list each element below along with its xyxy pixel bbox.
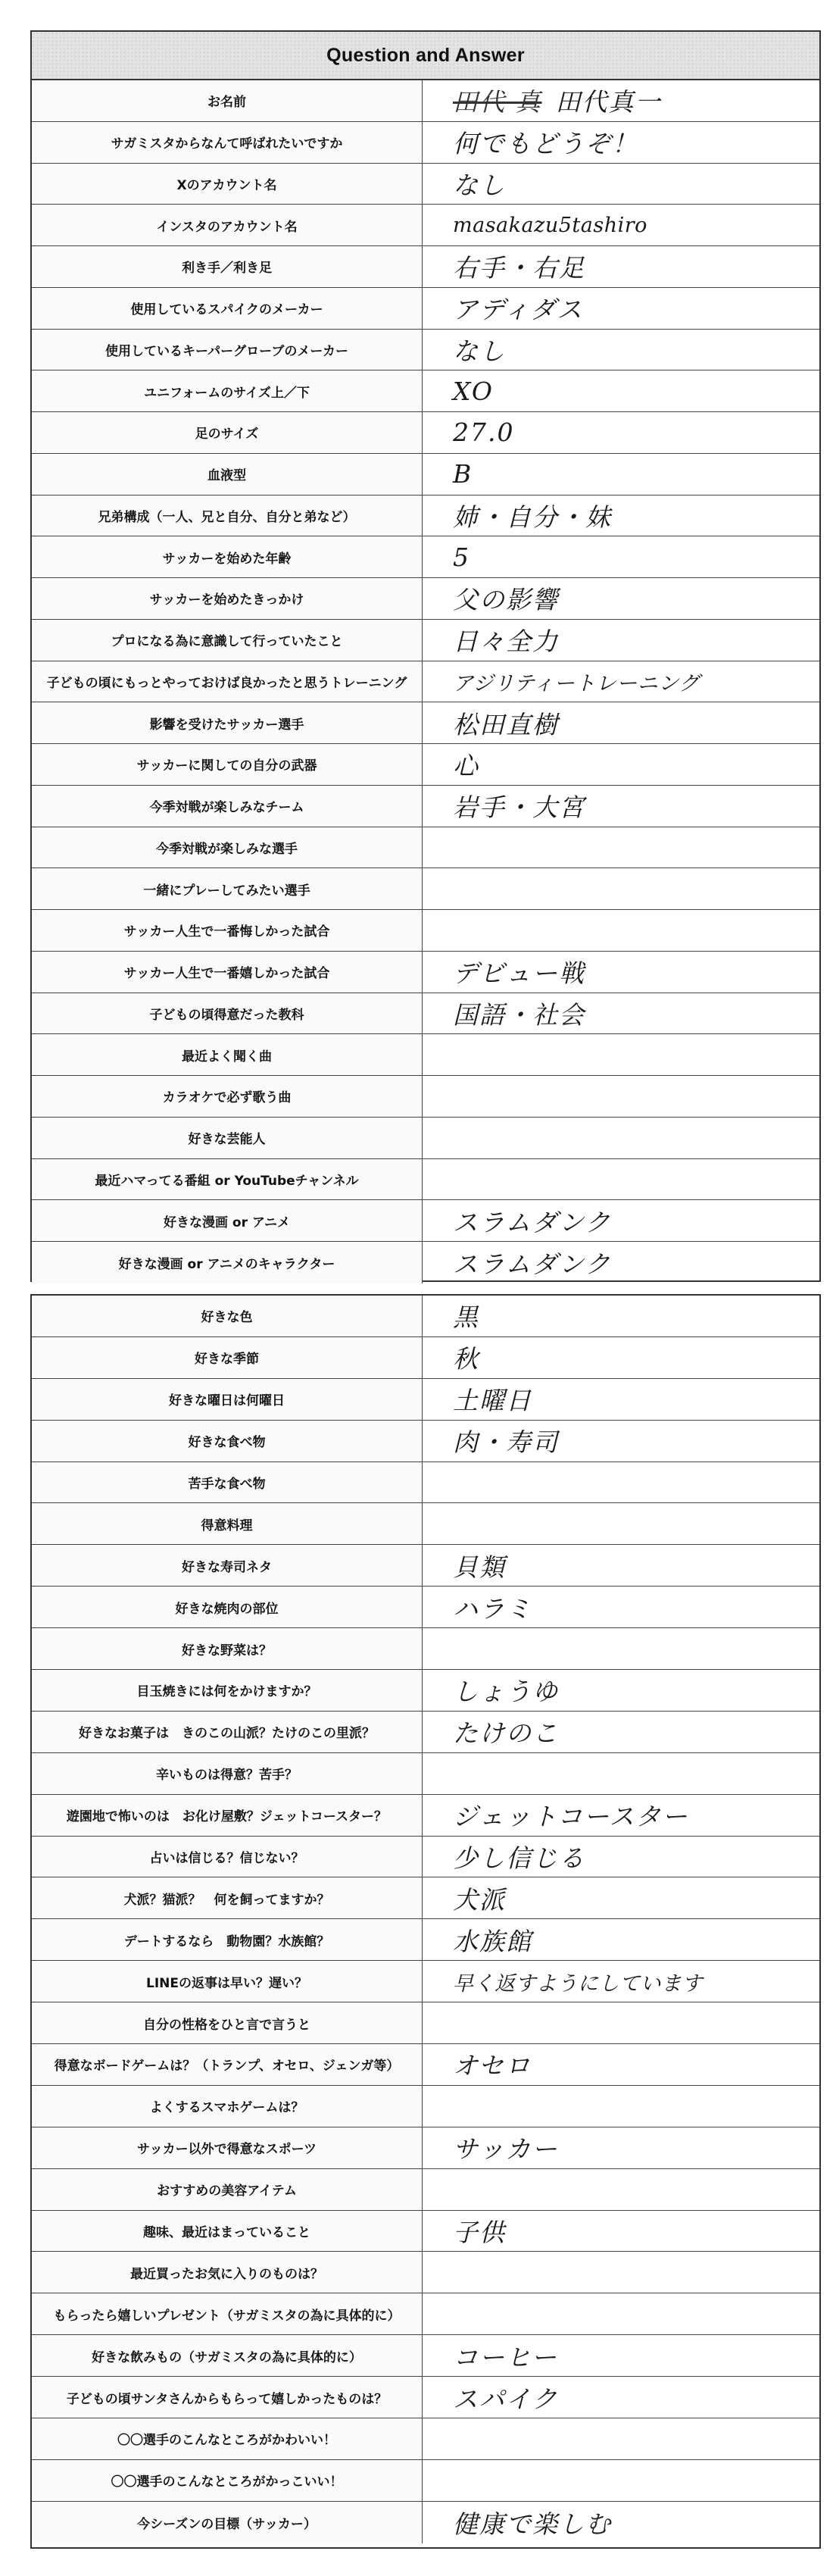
qa-row [32,1628,819,1670]
handwritten-answer: 右手・右足 [453,253,585,283]
answer-cell [423,661,819,702]
handwritten-answer: しょうゆ [453,1677,559,1707]
qa-row [32,1200,819,1242]
answer-cell [423,827,819,868]
question-cell: 使用しているスパイクのメーカー [32,288,423,329]
question-cell: インスタのアカウント名 [32,205,423,245]
answer-cell [423,1076,819,1117]
answer-cell [423,1877,819,1918]
answer-cell [423,1159,819,1200]
answer-cell [423,744,819,785]
answer-cell [423,1712,819,1752]
qa-row [32,246,819,288]
question-cell: 遊園地で怖いのは お化け屋敷？ジェットコースター？ [32,1795,423,1836]
handwritten-answer: 犬派 [453,1884,506,1915]
qa-row [32,661,819,703]
handwritten-answer: スラムダンク [453,1249,612,1279]
question-cell: 苦手な食べ物 [32,1462,423,1503]
handwritten-answer: 少し信じる [453,1843,585,1874]
answer-cell [423,1587,819,1627]
question-cell: 最近よく聞く曲 [32,1034,423,1075]
answer-cell [423,1034,819,1075]
question-cell: 好きな芸能人 [32,1118,423,1158]
question-cell: 〇〇選手のこんなところがかわいい！ [32,2418,423,2459]
answer-cell [423,2211,819,2252]
answer-cell [423,2044,819,2085]
qa-row [32,288,819,330]
handwritten-answer: 5 [453,542,470,572]
handwritten-answer: たけのこ [453,1718,559,1749]
qa-row [32,1503,819,1545]
answer-cell [423,620,819,661]
qa-table-1 [32,80,819,1283]
qa-row [32,868,819,910]
question-cell: お名前 [32,80,423,121]
answer-cell [423,1296,819,1336]
answer-cell [423,2002,819,2043]
handwritten-answer: スパイク [453,2384,559,2414]
qa-row [32,80,819,122]
answer-cell [423,993,819,1034]
qa-row [32,330,819,371]
question-cell: 目玉焼きには何をかけますか？ [32,1670,423,1711]
answer-cell [423,2502,819,2543]
qa-row [32,2044,819,2086]
qa-row [32,2502,819,2543]
qa-row [32,578,819,620]
answer-cell [423,1503,819,1544]
question-cell: 足のサイズ [32,412,423,453]
qa-row [32,2293,819,2335]
handwritten-answer: 早く返すようにしています [453,1971,703,1996]
handwritten-answer: 日々全力 [453,627,559,657]
answer-cell [423,1242,819,1283]
question-cell: 好きな漫画 or アニメのキャラクター [32,1242,423,1283]
question-cell: おすすめの美容アイテム [32,2169,423,2210]
answer-cell [423,2460,819,2501]
answer-cell [423,122,819,163]
question-cell: 占いは信じる？信じない？ [32,1837,423,1877]
question-cell: デートするなら 動物園？水族館？ [32,1919,423,1960]
qa-sheet-page-1 [30,30,821,1282]
answer-cell [423,246,819,287]
handwritten-answer: 肉・寿司 [453,1427,559,1458]
answer-cell [423,1337,819,1378]
answer-cell [423,1919,819,1960]
answer-cell [423,164,819,205]
qa-row [32,1159,819,1201]
answer-cell [423,2418,819,2459]
answer-cell [423,2377,819,2418]
question-cell: 使用しているキーパーグローブのメーカー [32,330,423,370]
question-cell: プロになる為に意識して行っていたこと [32,620,423,661]
answer-cell [423,536,819,577]
qa-row [32,2335,819,2377]
qa-row [32,454,819,496]
qa-row [32,1118,819,1159]
question-cell: 影響を受けたサッカー選手 [32,702,423,743]
question-cell: 最近買ったお気に入りのものは？ [32,2252,423,2293]
question-cell: 趣味、最近はまっていること [32,2211,423,2252]
qa-row [32,2169,819,2211]
question-cell: 子どもの頃得意だった教科 [32,993,423,1034]
answer-cell [423,702,819,743]
qa-row [32,1242,819,1283]
handwritten-answer: サッカー [453,2134,559,2165]
handwritten-answer: オセロ [453,2051,532,2081]
handwritten-answer: 田代真一 [555,87,662,117]
qa-row [32,205,819,246]
answer-cell [423,952,819,993]
question-cell: サッカーを始めた年齢 [32,536,423,577]
qa-row [32,1753,819,1795]
answer-cell [423,1753,819,1794]
qa-row [32,1337,819,1379]
question-cell: 自分の性格をひと言で言うと [32,2002,423,2043]
answer-cell [423,868,819,909]
question-cell: サッカー以外で得意なスポーツ [32,2127,423,2168]
qa-sheet-page-2 [30,1294,821,2549]
question-cell: 子どもの頃にもっとやっておけば良かったと思うトレーニング [32,661,423,702]
answer-cell [423,1837,819,1877]
handwritten-answer: 土曜日 [453,1386,532,1416]
answer-cell [423,370,819,411]
answer-cell [423,205,819,245]
qa-row [32,2211,819,2252]
qa-row [32,1034,819,1076]
answer-cell [423,80,819,121]
qa-row [32,1712,819,1753]
question-cell: 好きな季節 [32,1337,423,1378]
handwritten-answer: 岩手・大宮 [453,792,585,823]
answer-cell [423,910,819,951]
handwritten-answer: スラムダンク [453,1207,612,1237]
question-cell: 最近ハマってる番組 or YouTubeチャンネル [32,1159,423,1200]
answer-cell [423,1379,819,1420]
question-cell: 得意料理 [32,1503,423,1544]
question-cell: サッカーに関しての自分の武器 [32,744,423,785]
question-cell: 犬派？猫派？ 何を飼ってますか？ [32,1877,423,1918]
qa-table-2 [32,1296,819,2543]
qa-row [32,786,819,827]
qa-row [32,2086,819,2127]
question-cell: 今季対戦が楽しみな選手 [32,827,423,868]
qa-row [32,1296,819,1337]
handwritten-answer: 貝類 [453,1552,506,1582]
question-cell: もらったら嬉しいプレゼント（サガミスタの為に具体的に） [32,2293,423,2334]
answer-cell [423,288,819,329]
question-cell: サガミスタからなんて呼ばれたいですか [32,122,423,163]
handwritten-answer: 何でもどうぞ！ [453,129,638,159]
question-cell: 好きな曜日は何曜日 [32,1379,423,1420]
answer-cell [423,454,819,495]
question-cell: サッカー人生で一番悔しかった試合 [32,910,423,951]
answer-cell [423,2127,819,2168]
qa-row [32,1587,819,1628]
answer-cell [423,412,819,453]
qa-row [32,1379,819,1421]
qa-row [32,910,819,952]
question-cell: 好きな焼肉の部位 [32,1587,423,1627]
handwritten-answer: XO [453,376,494,406]
answer-cell [423,578,819,619]
qa-row [32,1545,819,1587]
answer-cell [423,1670,819,1711]
answer-cell [423,1200,819,1241]
question-cell: 辛いものは得意？苦手？ [32,1753,423,1794]
sheet-title: Question and Answer [32,32,819,80]
answer-cell [423,1462,819,1503]
qa-row [32,1421,819,1462]
handwritten-answer: アジリティートレーニング [453,671,700,696]
handwritten-answer: 秋 [453,1344,479,1374]
handwritten-answer: アディダス [453,295,584,325]
qa-row [32,1919,819,1961]
qa-row [32,827,819,869]
question-cell: 好きな色 [32,1296,423,1336]
question-cell: ユニフォームのサイズ上／下 [32,370,423,411]
answer-cell [423,2252,819,2293]
question-cell: 好きな飲みもの（サガミスタの為に具体的に） [32,2335,423,2376]
qa-row [32,1670,819,1712]
answer-cell [423,1118,819,1158]
qa-row [32,2460,819,2502]
answer-cell [423,2293,819,2334]
answer-cell [423,2086,819,2127]
qa-row [32,620,819,661]
question-cell: 好きな食べ物 [32,1421,423,1462]
qa-row [32,1462,819,1504]
qa-row [32,2377,819,2418]
handwritten-answer: ジェットコースター [453,1802,689,1832]
handwritten-answer: 黒 [453,1302,479,1333]
answer-cell [423,2169,819,2210]
qa-row [32,993,819,1035]
handwritten-answer: masakazu5tashiro [453,213,647,237]
handwritten-answer: 子供 [453,2218,506,2248]
answer-cell [423,1545,819,1586]
question-cell: サッカーを始めたきっかけ [32,578,423,619]
question-cell: 今季対戦が楽しみなチーム [32,786,423,827]
question-cell: 好きな寿司ネタ [32,1545,423,1586]
handwritten-answer: ハラミ [453,1593,532,1624]
question-cell: 一緒にプレーしてみたい選手 [32,868,423,909]
question-cell: 〇〇選手のこんなところがかっこいい！ [32,2460,423,2501]
qa-row [32,1877,819,1919]
qa-row [32,1961,819,2002]
answer-cell [423,496,819,536]
handwritten-answer: 国語・社会 [453,999,585,1030]
question-cell: カラオケで必ず歌う曲 [32,1076,423,1117]
handwritten-answer: なし [453,170,506,200]
qa-row [32,702,819,744]
question-cell: 好きな野菜は？ [32,1628,423,1669]
answer-cell [423,786,819,827]
qa-row [32,744,819,786]
handwritten-answer: 父の影響 [453,585,559,615]
qa-row [32,370,819,412]
answer-cell [423,1795,819,1836]
answer-cell [423,1421,819,1462]
answer-cell [423,1961,819,2002]
qa-row [32,412,819,454]
qa-row [32,496,819,537]
answer-cell [423,1628,819,1669]
qa-row [32,1837,819,1878]
question-cell: 兄弟構成（一人、兄と自分、自分と弟など） [32,496,423,536]
handwritten-answer: デビュー戦 [453,958,585,989]
question-cell: 好きな漫画 or アニメ [32,1200,423,1241]
question-cell: Xのアカウント名 [32,164,423,205]
qa-row [32,1795,819,1837]
handwritten-answer: 心 [453,751,479,781]
qa-row [32,536,819,578]
handwritten-answer: 姉・自分・妹 [453,502,612,532]
question-cell: 得意なボードゲームは？（トランプ、オセロ、ジェンガ等） [32,2044,423,2085]
qa-row [32,952,819,993]
qa-row [32,2418,819,2460]
handwritten-answer: 松田直樹 [453,709,559,739]
question-cell: 好きなお菓子は きのこの山派？たけのこの里派？ [32,1712,423,1752]
handwritten-answer: 水族館 [453,1926,532,1956]
question-cell: 血液型 [32,454,423,495]
question-cell: よくするスマホゲームは？ [32,2086,423,2127]
question-cell: サッカー人生で一番嬉しかった試合 [32,952,423,993]
qa-row [32,2127,819,2169]
qa-row [32,2002,819,2044]
handwritten-answer: 健康で楽しむ [453,2509,612,2539]
question-cell: 子どもの頃サンタさんからもらって嬉しかったものは？ [32,2377,423,2418]
qa-row [32,164,819,205]
question-cell: LINEの返事は早い？遅い？ [32,1961,423,2002]
handwritten-answer: B [453,459,473,489]
handwritten-answer: コーヒー [453,2342,558,2372]
qa-row [32,122,819,164]
qa-row [32,1076,819,1118]
handwritten-answer: なし [453,336,506,366]
struck-through-text: 田代 真 [453,87,542,117]
question-cell: 利き手／利き足 [32,246,423,287]
question-cell: 今シーズンの目標（サッカー） [32,2502,423,2543]
handwritten-answer: 27.0 [453,417,515,448]
answer-cell [423,330,819,370]
answer-cell [423,2335,819,2376]
qa-row [32,2252,819,2293]
